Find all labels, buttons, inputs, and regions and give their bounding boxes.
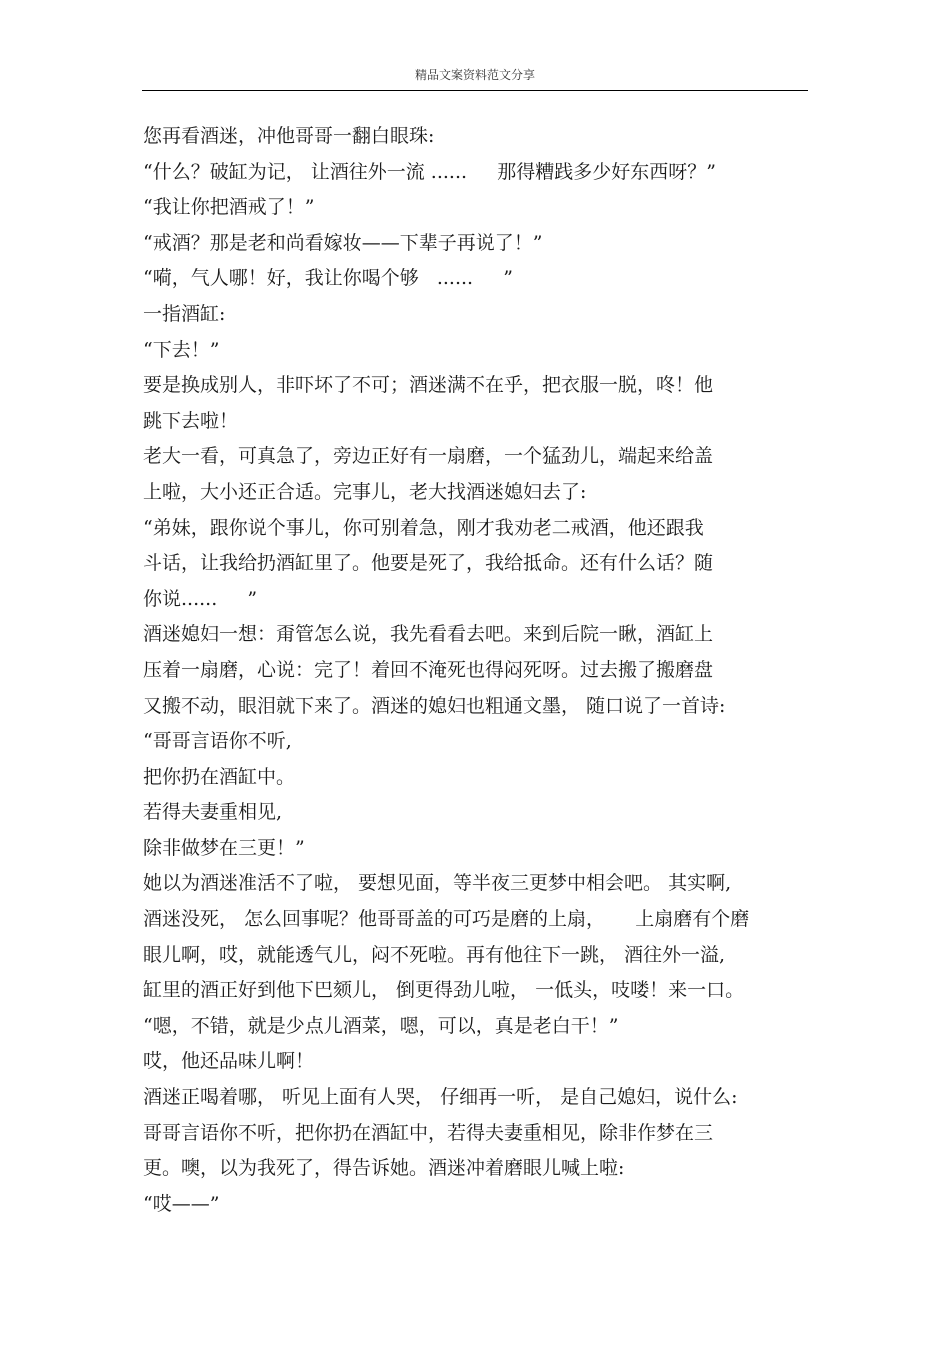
text-line: 压着一扇磨，心说：完了！着回不淹死也得闷死呀。过去搬了搬磨盘 (143, 658, 714, 681)
page-header: 精品文案资料范文分享 (414, 68, 535, 82)
text-line: “嗯，不错，就是少点儿酒菜，嗯，可以，真是老白干！” (143, 1014, 619, 1037)
text-line: “哥哥言语你不听, (143, 730, 292, 753)
text-line: 眼儿啊，哎，就能透气儿，闷不死啦。再有他往下一跳， 酒往外一溢, (143, 943, 726, 966)
text-line: 一指酒缸: (143, 302, 226, 325)
text-line: 除非做梦在三更！” (143, 836, 305, 859)
text-line: 酒迷没死， 怎么回事呢？他哥哥盖的可巧是磨的上扇， 上扇磨有个磨 (143, 908, 750, 931)
text-line: 您再看酒迷，冲他哥哥一翻白眼珠: (143, 125, 435, 147)
text-line: “戒酒？那是老和尚看嫁妆——下辈子再说了！” (143, 231, 543, 254)
text-line: 若得夫妻重相见, (143, 801, 283, 824)
text-line: “下去！” (143, 338, 220, 361)
text-line: “什么？破缸为记， 让酒往外一流 ...... 那得糟践多少好东西呀？” (143, 160, 716, 183)
text-line: 哥哥言语你不听，把你扔在酒缸中，若得夫妻重相见，除非作梦在三 (143, 1121, 714, 1144)
text-line: 跳下去啦！ (143, 409, 239, 432)
text-line: 要是换成别人，非吓坏了不可；酒迷满不在乎，把衣服一脱，咚！他 (143, 374, 714, 397)
text-line: 哎，他还品味儿啊！ (143, 1050, 315, 1073)
text-line: 更。噢，以为我死了，得告诉她。酒迷冲着磨眼儿喊上啦: (143, 1157, 625, 1180)
text-line: “我让你把酒戒了！” (143, 196, 315, 219)
text-line: 缸里的酒正好到他下巴颏儿， 倒更得劲儿啦， 一低头，吱喽！来一口。 (143, 979, 745, 1002)
text-line: 上啦，大小还正合适。完事儿，老大找酒迷媳妇去了: (143, 480, 587, 503)
text-line: “嗬，气人哪！好，我让你喝个够 ...... ” (143, 267, 513, 290)
text-line: 把你扔在酒缸中。 (143, 765, 296, 788)
header-rule (142, 90, 808, 91)
text-line: 酒迷正喝着哪， 听见上面有人哭， 仔细再一听， 是自己媳妇，说什么: (143, 1086, 738, 1109)
text-line: 又搬不动，眼泪就下来了。酒迷的媳妇也粗通文墨， 随口说了一首诗: (143, 694, 726, 717)
text-line: 你说...... ” (143, 587, 258, 610)
text-line: 她以为酒迷准活不了啦， 要想见面，等半夜三更梦中相会吧。 其实啊, (143, 872, 732, 895)
text-line: 老大一看，可真急了，旁边正好有一扇磨，一个猛劲儿，端起来给盖 (143, 445, 714, 468)
text-line: “弟妹，跟你说个事儿，你可别着急，刚才我劝老二戒酒，他还跟我 (143, 516, 704, 539)
text-line: “哎——” (143, 1192, 220, 1215)
text-line: 斗话，让我给扔酒缸里了。他要是死了，我给抵命。还有什么话？随 (143, 552, 714, 575)
body-text (143, 119, 808, 1222)
text-line: 酒迷媳妇一想：甭管怎么说，我先看看去吧。来到后院一瞅，酒缸上 (143, 623, 714, 646)
